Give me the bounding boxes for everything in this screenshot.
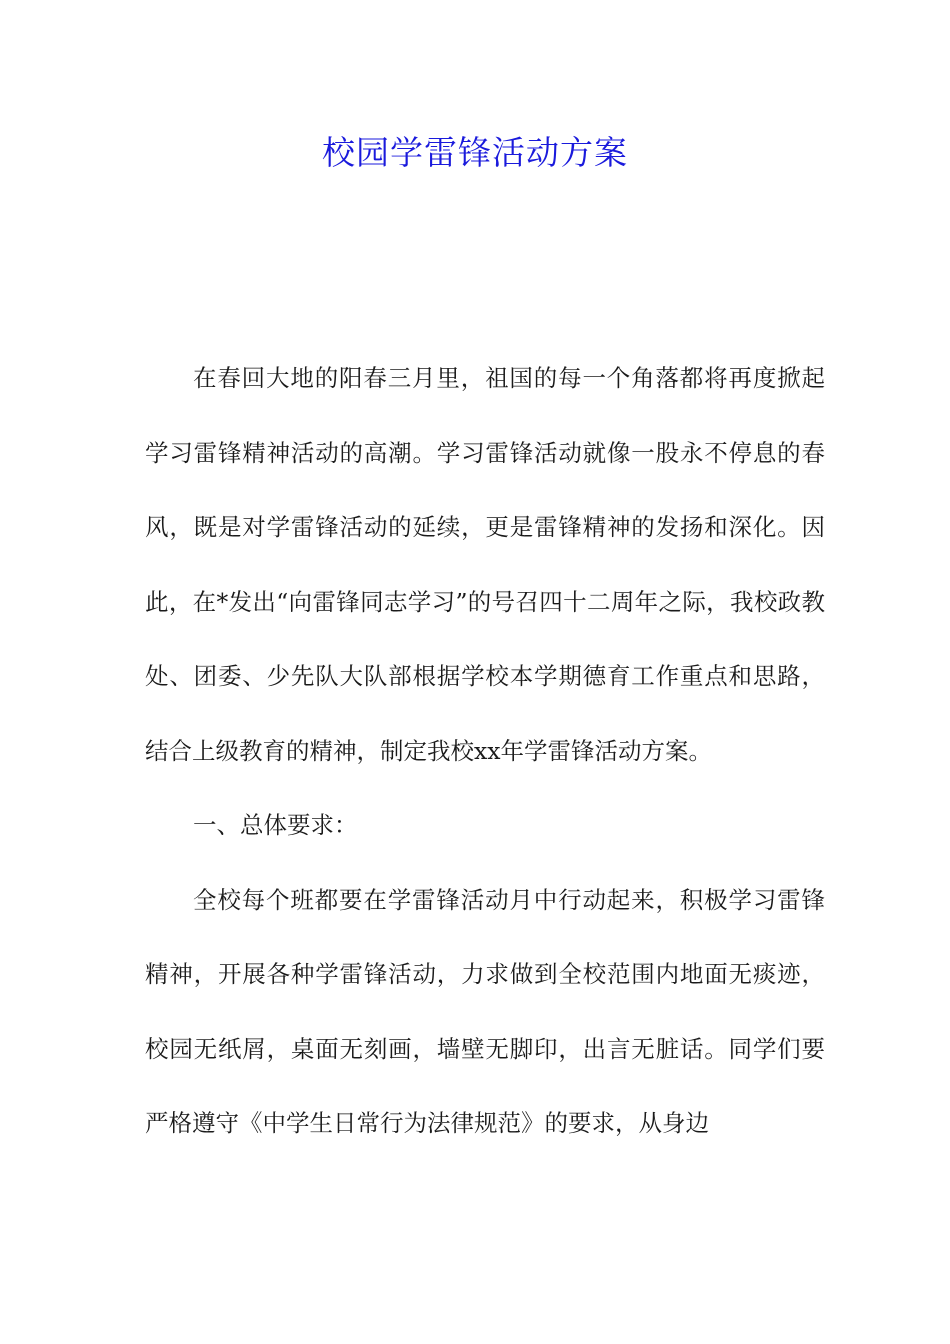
section-paragraph: 全校每个班都要在学雷锋活动月中行动起来，积极学习雷锋精神，开展各种学雷锋活动，力求做到全校范围内地面无痰迹，校园无纸屑，桌面无刻画，墙壁无脚印，出言无脏话。同学们要严格遵守《中学生日常行为法律规范》的要求，从身边	[145, 885, 825, 1137]
section-heading: 一、总体要求：	[193, 811, 358, 839]
document-body	[145, 341, 825, 1161]
document-title: 校园学雷锋活动方案	[322, 133, 628, 172]
intro-paragraph: 在春回大地的阳春三月里，祖国的每一个角落都将再度掀起学习雷锋精神活动的高潮。学习雷锋活动就像一股永不停息的春风，既是对学雷锋活动的延续，更是雷锋精神的发扬和深化。因此，在*发出“向雷锋同志学习”的号召四十二周年之际，我校政教处、团委、少先队大队部根据学校本学期德育工作重点和思路，结合上级教育的精神，制定我校xx年学雷锋活动方案。	[145, 364, 825, 765]
